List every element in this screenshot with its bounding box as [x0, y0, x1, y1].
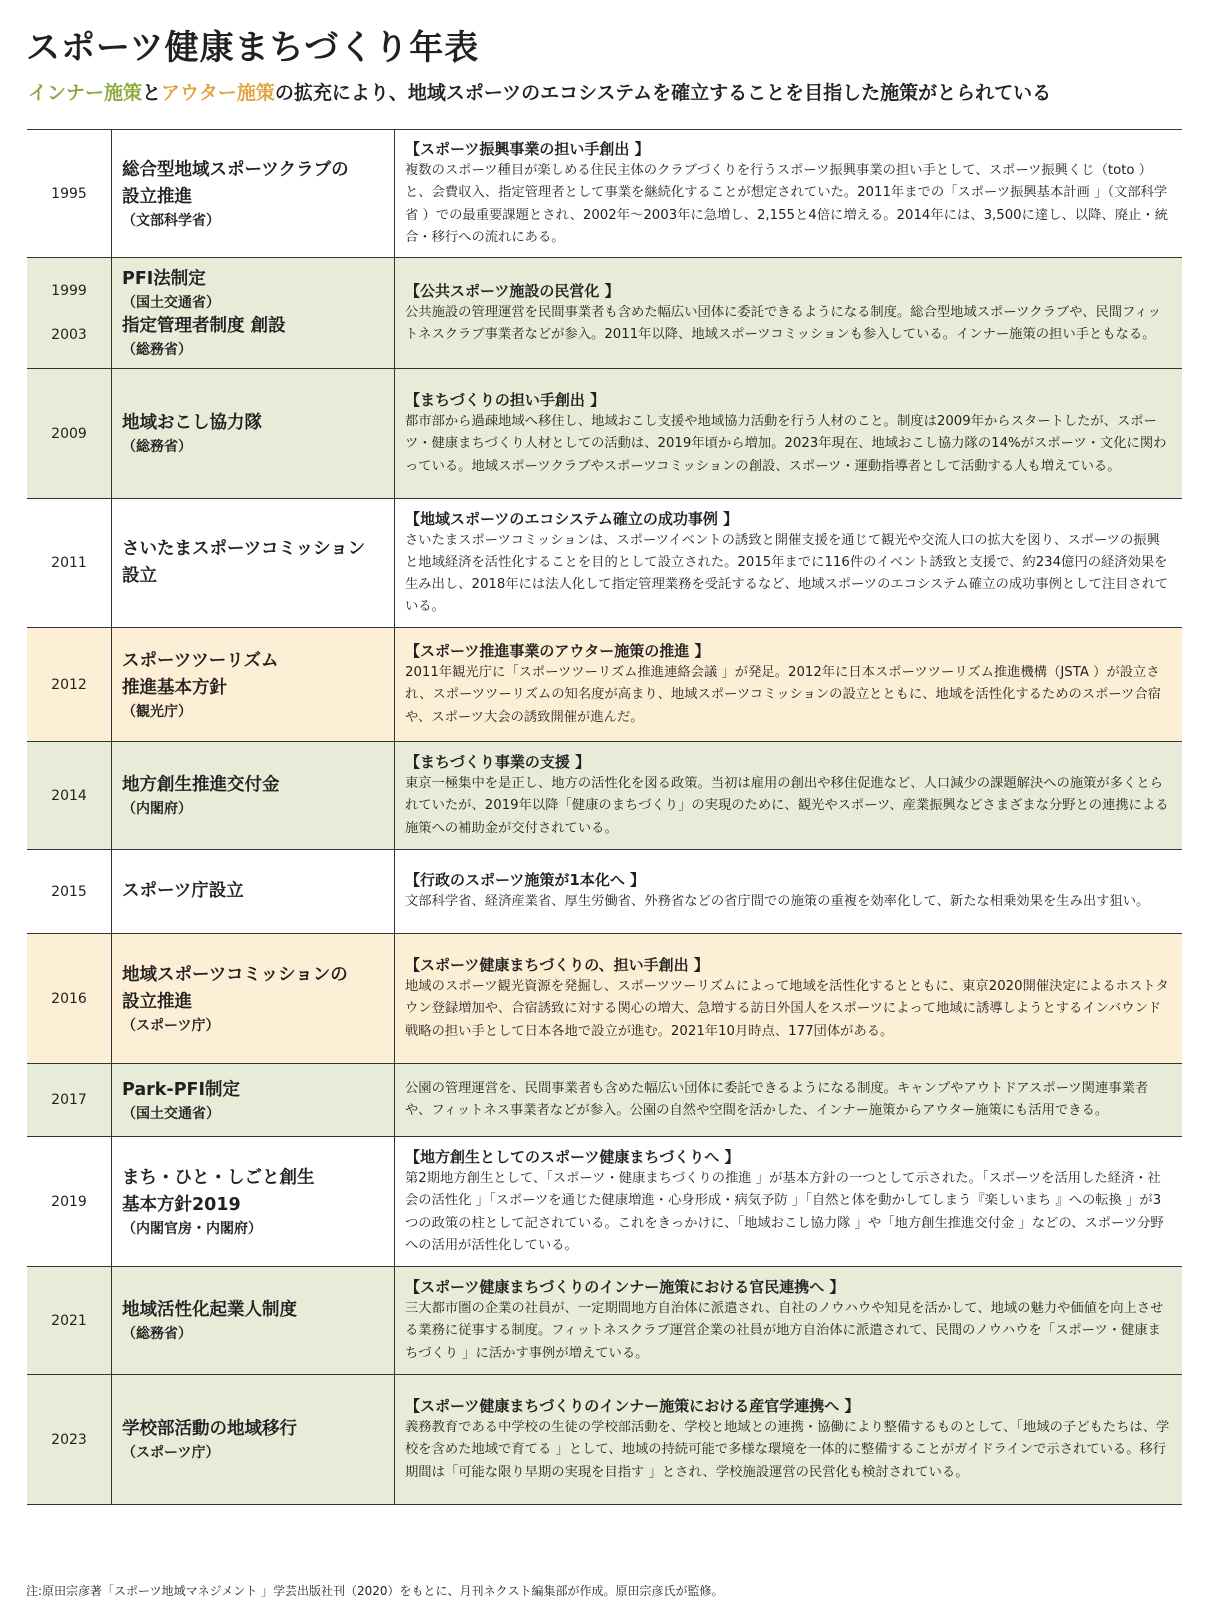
timeline-row-2012 — [27, 628, 1182, 742]
event-name: さいたまスポーツコミッション — [122, 539, 366, 559]
description-body: 義務教育である中学校の生徒の学校部活動を、学校と地域との連携・協働により整備するものとして、「地域の子どもたちは、学校を含めた地域で育てる 」として、地域の持続可能で多様な環境を一体的に整備することがガイドラインで示されている。移行期間は「可能な限り早期の実現を目指す 」とされ、学校施設運営の民営化も検討されている。 — [405, 1420, 1170, 1480]
row-event — [112, 130, 395, 258]
row-year: 2019 — [27, 1137, 112, 1267]
row-year: 2017 — [27, 1064, 112, 1137]
event-name: 学校部活動の地域移行 — [122, 1419, 297, 1439]
event-name: 指定管理者制度 創設 — [122, 316, 286, 336]
description-heading: 【地域スポーツのエコシステム確立の成功事例 】 — [405, 509, 739, 528]
description-body: 地域のスポーツ観光資源を発掘し、スポーツツーリズムによって地域を活性化するとともに、東京2020開催決定によるホストタウン登録増加や、合宿誘致に対する関心の増大、急増する訪日外国人をスポーツによって地域に誘導しようとするインバウンド戦略の担い手として日本各地で設立が進む。2021年10月時点、177団体がある。 — [405, 979, 1169, 1039]
event-name: 総合型地域スポーツクラブの — [122, 159, 349, 180]
row-year-1999: 1999 — [51, 283, 87, 299]
row-year: 2014 — [27, 742, 112, 850]
description-heading: 【スポーツ健康まちづくりのインナー施策における産官学連携へ 】 — [405, 1397, 860, 1416]
description-body: 複数のスポーツ種目が楽しめる住民主体のクラブづくりを行うスポーツ振興事業の担い手として、スポーツ振興くじ（toto ）と、会費収入、指定管理者として事業を継続化することが想定されていた。2011年までの「スポーツ振興基本計画 」（文部科学省 ）での最重要課題とされ、2002年〜2003年に急増し、2,155と4倍に増える。2014年には、3,500に達し、以降、廃止・統合・移行への流れにある。 — [405, 163, 1168, 245]
row-event — [112, 1375, 395, 1505]
description-body: 都市部から過疎地域へ移住し、地域おこし支援や地域協力活動を行う人材のこと。制度は2009年からスタートしたが、スポーツ・健康まちづくり人材としての活動は、2019年頃から増加。2023年現在、地域おこし協力隊の14%がスポーツ・文化に関わっている。地域スポーツクラブやスポーツコミッションの創設、スポーツ・運動指導者として活動する人も増えている。 — [405, 414, 1167, 474]
description-heading: 【まちづくりの担い手創出 】 — [405, 391, 606, 410]
row-year: 2012 — [27, 628, 112, 742]
event-name: 地域スポーツコミッションの — [122, 964, 348, 985]
description-body: 文部科学省、経済産業省、厚生労働省、外務省などの省庁間での施策の重複を効率化して、新たな相乗効果を生み出す狙い。 — [405, 894, 1150, 910]
description-body: さいたまスポーツコミッションは、スポーツイベントの誘致と開催支援を通じて観光や交流人口の拡大を図り、スポーツの振興と地域経済を活性化することを目的として設立された。2015年までに116件のイベント誘致と支援で、約234億円の経済効果を生み出し、2018年には法人化して指定管理業務を受託するなど、地域スポーツのエコシステム確立の成功事例として注目されている。 — [405, 532, 1169, 615]
row-year: 1995 — [27, 130, 112, 258]
timeline-row-2016 — [27, 934, 1182, 1064]
event-agency: （総務省） — [122, 1326, 192, 1342]
row-year: 2023 — [27, 1375, 112, 1505]
description-body: 公園の管理運営を、民間事業者も含めた幅広い団体に委託できるようになる制度。キャンプやアウトドアスポーツ関連事業者や、フィットネス事業者などが参入。公園の自然や空間を活かした、インナー施策からアウター施策にも活用できる。 — [405, 1080, 1149, 1118]
row-description — [395, 130, 1183, 258]
event-name: まち・ひと・しごと創生 — [122, 1167, 315, 1188]
subtitle — [28, 78, 1051, 105]
timeline-row-1995 — [27, 130, 1182, 258]
event-name: スポーツ庁設立 — [122, 881, 244, 901]
row-description — [395, 934, 1183, 1064]
row-event — [112, 369, 395, 499]
timeline-row-2014 — [27, 742, 1182, 850]
description-body: 三大都市圏の企業の社員が、一定期間地方自治体に派遣され、自社のノウハウや知見を活かして、地域の魅力や価値を向上させる業務に従事する制度。フィットネスクラブ運営企業の社員が地方自治体に派遣されて、民間のノウハウを「スポーツ・健康まちづくり 」に活かす事例が増えている。 — [405, 1301, 1164, 1361]
event-agency: （国土交通省） — [122, 1105, 220, 1122]
row-description — [395, 628, 1183, 742]
description-body: 公共施設の管理運営を民間事業者も含めた幅広い団体に委託できるようになる制度。総合型地域スポーツクラブや、民間フィットネスクラブ事業者などが参入。2011年以降、地域スポーツコミッションも参入している。インナー施策の担い手ともなる。 — [405, 304, 1161, 342]
subtitle-rest: の拡充により、地域スポーツのエコシステムを確立することを目指した施策がとられている — [274, 82, 1052, 104]
subtitle-inner-measures: インナー施策 — [28, 82, 143, 104]
row-event — [112, 499, 395, 628]
description-heading: 【まちづくり事業の支援 】 — [405, 753, 591, 772]
row-year-2003: 2003 — [51, 327, 87, 343]
event-name: 推進基本方針 — [122, 677, 227, 698]
event-name: 設立推進 — [122, 186, 192, 207]
description-heading: 【地方創生としてのスポーツ健康まちづくりへ 】 — [405, 1148, 740, 1167]
description-body: 東京一極集中を是正し、地方の活性化を図る政策。当初は雇用の創出や移住促進など、人口減少の課題解決への施策が多くとられていたが、2019年以降「健康のまちづくり」の実現のために、観光やスポーツ、産業振興などさまざまな分野との連携による施策への補助金が交付されている。 — [405, 776, 1169, 836]
row-description — [395, 742, 1183, 850]
page-title: スポーツ健康まちづくり年表 — [26, 28, 480, 68]
event-name: 地方創生推進交付金 — [122, 775, 280, 795]
event-name: 地域おこし協力隊 — [122, 413, 262, 433]
row-description — [395, 1267, 1183, 1375]
event-name: 地域活性化起業人制度 — [122, 1300, 297, 1320]
event-name: PFI法制定 — [122, 269, 206, 289]
description-heading: 【スポーツ推進事業のアウター施策の推進 】 — [405, 642, 710, 661]
timeline-row-2017 — [27, 1064, 1182, 1137]
event-name: 設立 — [122, 566, 157, 586]
row-event — [112, 1064, 395, 1137]
timeline-row-2011 — [27, 499, 1182, 628]
row-event — [112, 1137, 395, 1267]
row-year: 2015 — [27, 850, 112, 934]
event-agency: （国土交通省） — [122, 295, 220, 311]
row-description — [395, 1064, 1183, 1137]
description-body: 2011年観光庁に「スポーツツーリズム推進連絡会議 」が発足。2012年に日本スポーツツーリズム推進機構（JSTA ）が設立され、スポーツツーリズムの知名度が高まり、地域スポーツコミッションの設立とともに、地域を活性化するためのスポーツ合宿や、スポーツ大会の誘致開催が進んだ。 — [405, 665, 1162, 725]
timeline-row-2015 — [27, 850, 1182, 934]
event-agency: （文部科学省） — [122, 212, 220, 229]
row-event — [112, 628, 395, 742]
description-heading: 【スポーツ健康まちづくりの、担い手創出 】 — [405, 956, 709, 975]
description-body: 第2期地方創生として、「スポーツ・健康まちづくりの推進 」が基本方針の一つとして示された。「スポーツを活用した経済・社会の活性化 」「スポーツを通じた健康増進・心身形成・病気予防 」「自然と体を動かしてしまう『楽しいまち 』への転換 」が3つの政策の柱として記されている。これをきっかけに、「地域おこし協力隊 」や「地方創生推進交付金 」などの、スポーツ分野への活用が活性化している。 — [405, 1171, 1164, 1253]
row-year: 2021 — [27, 1267, 112, 1375]
row-event — [112, 1267, 395, 1375]
description-heading: 【スポーツ振興事業の担い手創出 】 — [405, 140, 650, 159]
event-name: 設立推進 — [122, 991, 192, 1012]
row-year: 2016 — [27, 934, 112, 1064]
description-heading: 【行政のスポーツ施策が1本化へ 】 — [405, 871, 646, 890]
timeline-row-2021 — [27, 1267, 1182, 1375]
timeline-row-2009 — [27, 369, 1182, 499]
event-name: 基本方針2019 — [122, 1194, 241, 1215]
event-agency: （スポーツ庁） — [122, 1445, 220, 1461]
event-agency: （スポーツ庁） — [122, 1017, 220, 1034]
row-year — [27, 258, 112, 369]
row-description — [395, 1375, 1183, 1505]
event-agency: （内閣官房・内閣府） — [122, 1220, 262, 1237]
event-name: スポーツツーリズム — [122, 650, 279, 671]
event-agency: （内閣府） — [122, 801, 192, 817]
event-agency: （観光庁） — [122, 703, 192, 720]
row-event — [112, 850, 395, 934]
row-description — [395, 850, 1183, 934]
row-year: 2011 — [27, 499, 112, 628]
timeline-row-1999-2003 — [27, 258, 1182, 369]
row-description — [395, 499, 1183, 628]
row-event — [112, 934, 395, 1064]
row-event — [112, 742, 395, 850]
row-description — [395, 1137, 1183, 1267]
event-agency: （総務省） — [122, 439, 192, 455]
row-description — [395, 258, 1183, 369]
event-agency: （総務省） — [122, 342, 192, 358]
subtitle-outer-measures: アウター施策 — [161, 82, 275, 104]
event-name: Park-PFI制定 — [122, 1079, 240, 1100]
timeline-table — [27, 129, 1182, 1505]
row-year: 2009 — [27, 369, 112, 499]
description-heading: 【公共スポーツ施設の民営化 】 — [405, 281, 620, 300]
timeline-row-2019 — [27, 1137, 1182, 1267]
row-event — [112, 258, 395, 369]
timeline-row-2023 — [27, 1375, 1182, 1505]
subtitle-and: と — [142, 82, 162, 104]
source-note: 注:原田宗彦著「スポーツ地域マネジメント 」学芸出版社刊（2020）をもとに、月刊ネクスト編集部が作成。原田宗彦氏が監修。 — [26, 1584, 724, 1598]
description-heading: 【スポーツ健康まちづくりのインナー施策における官民連携へ 】 — [405, 1278, 845, 1297]
row-description — [395, 369, 1183, 499]
